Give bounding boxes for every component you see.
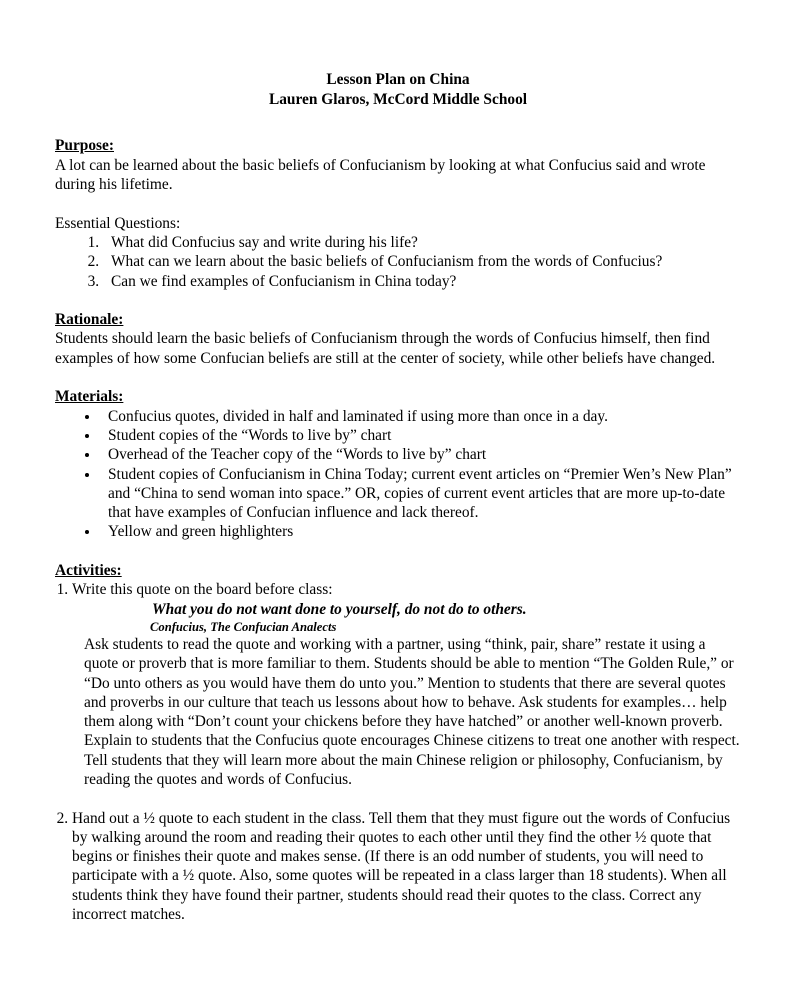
materials-section (55, 387, 741, 406)
activity-1-lead: 1. Write this quote on the board before class: (72, 581, 333, 599)
essential-questions-list (55, 233, 741, 291)
materials-heading: Materials: (55, 388, 124, 406)
document-body (55, 70, 741, 924)
list-item (72, 580, 741, 789)
rationale-heading: Rationale: (55, 311, 124, 329)
activity-1-attribution: Confucius, The Confucian Analects (150, 619, 337, 634)
list-item (72, 809, 741, 925)
spacer (55, 291, 741, 310)
rationale-section (55, 310, 741, 329)
list-item: • Student copies of the “Words to live by” chart (100, 426, 741, 445)
list-item: • Student copies of Confucianism in China Today; current event articles on “Premier Wen’s New Plan” and “China to send woman into space.” OR, copies of current event articles that are more up-to-date that have examples of Confucian influence and lack thereof. (100, 465, 741, 523)
purpose-section (55, 136, 741, 155)
activities-list (55, 580, 741, 924)
essential-questions-label: Essential Questions: (55, 214, 181, 232)
list-item: • Yellow and green highlighters (100, 522, 741, 541)
title-line-1: Lesson Plan on China (326, 71, 470, 88)
list-item: • Overhead of the Teacher copy of the “Words to live by” chart (100, 445, 741, 464)
spacer (55, 117, 741, 136)
document-title (55, 70, 741, 109)
list-item: • Confucius quotes, divided in half and laminated if using more than once in a day. (100, 407, 741, 426)
activity-1-quote: What you do not want done to yourself, do not do to others. (152, 600, 527, 618)
activities-heading: Activities: (55, 562, 122, 580)
purpose-heading: Purpose: (55, 137, 114, 155)
activity-1-continuation: Ask students to read the quote and working with a partner, using “think, pair, share” restate it using a quote or proverb that is more familiar to them. Students should be able to mention “The Golden Rule,” or “Do unto others as you would have them do unto you.” Mention to students that there are several quotes and proverbs in our culture that teach us lessons about how to behave. Ask students for examples… help them along with “Don’t count your chickens before they have hatched” or another well-known proverb. Explain to students that the Confucius quote encourages Chinese citizens to treat one another with respect. Tell students that they will learn more about the main Chinese religion or philosophy, Confucianism, by reading the quotes and words of Confucius. (84, 635, 740, 788)
list-item: 1. What did Confucius say and write during his life? (103, 233, 741, 252)
spacer (55, 542, 741, 561)
purpose-body: A lot can be learned about the basic beliefs of Confucianism by looking at what Confucius said and wrote during his lifetime. (55, 156, 706, 194)
materials-list (55, 407, 741, 542)
rationale-body: Students should learn the basic beliefs of Confucianism through the words of Confucius himself, then find examples of how some Confucian beliefs are still at the center of society, while other beliefs have changed. (55, 330, 716, 367)
spacer (55, 194, 741, 213)
activities-section (55, 561, 741, 580)
spacer (55, 368, 741, 387)
activity-2-text: 2. Hand out a ½ quote to each student in the class. Tell them that they must figure out the words of Confucius by walking around the room and reading their quotes to each other until they find the other ½ quote that begins or finishes their quote and makes sense. (If there is an odd number of students, you will need to participate with a ½ quote. Also, some quotes will be repeated in a class larger than 18 students). When all students think they have found their partner, students should read their quotes to the class. Correct any incorrect matches. (72, 809, 731, 924)
list-item: 2. What can we learn about the basic beliefs of Confucianism from the words of Confucius? (103, 252, 741, 271)
list-item: 3. Can we find examples of Confucianism in China today? (103, 272, 741, 291)
title-line-2: Lauren Glaros, McCord Middle School (268, 90, 528, 108)
